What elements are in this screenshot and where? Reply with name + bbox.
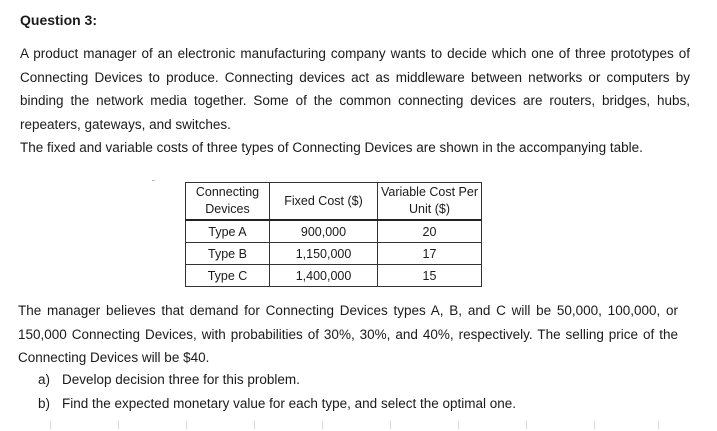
cell-type: Type B <box>186 243 270 265</box>
part-b <box>38 396 516 411</box>
cell-fixed-cost: 1,150,000 <box>270 243 378 265</box>
question-heading: Question 3: <box>20 12 98 28</box>
cell-type: Type A <box>186 220 270 243</box>
cell-variable-cost: 17 <box>378 243 482 265</box>
cell-variable-cost: 20 <box>378 220 482 243</box>
part-a <box>38 372 300 387</box>
cell-fixed-cost: 1,400,000 <box>270 265 378 287</box>
header-connecting-devices: Connecting Devices <box>186 183 270 221</box>
table-row <box>186 243 482 265</box>
bottom-ruler-marks <box>50 421 660 431</box>
cell-fixed-cost: 900,000 <box>270 220 378 243</box>
cell-type: Type C <box>186 265 270 287</box>
part-a-text: Develop decision three for this problem. <box>62 372 300 387</box>
part-b-text: Find the expected monetary value for each type, and select the optimal one. <box>62 396 517 411</box>
part-a-marker: a) <box>38 372 51 387</box>
cell-variable-cost: 15 <box>378 265 482 287</box>
cost-table <box>185 182 482 287</box>
header-fixed-cost: Fixed Cost ($) <box>270 183 378 221</box>
part-b-marker: b) <box>38 396 51 411</box>
demand-paragraph: The manager believes that demand for Connecting Devices types A, B, and C will be 50,000, 100,000, or 150,000 Connecting Devices, with probabilities of 30%, 30%, and 40%, respectively. The selling price of the Connecting Devices will be $40. <box>18 303 678 365</box>
header-variable-cost: Variable Cost Per Unit ($) <box>378 183 482 221</box>
table-header-row <box>186 183 482 221</box>
stray-mark <box>152 180 155 181</box>
table-row <box>186 265 482 287</box>
table-intro-paragraph: The fixed and variable costs of three types of Connecting Devices are shown in the accompanying table. <box>20 140 643 155</box>
intro-paragraph: A product manager of an electronic manufacturing company wants to decide which one of three prototypes of Connecting Devices to produce. Connecting devices act as middleware between networks or computers by binding the network media together. Some of the common connecting devices are routers, bridges, hubs, repeaters, gateways, and switches. <box>20 46 690 132</box>
table-row <box>186 220 482 243</box>
